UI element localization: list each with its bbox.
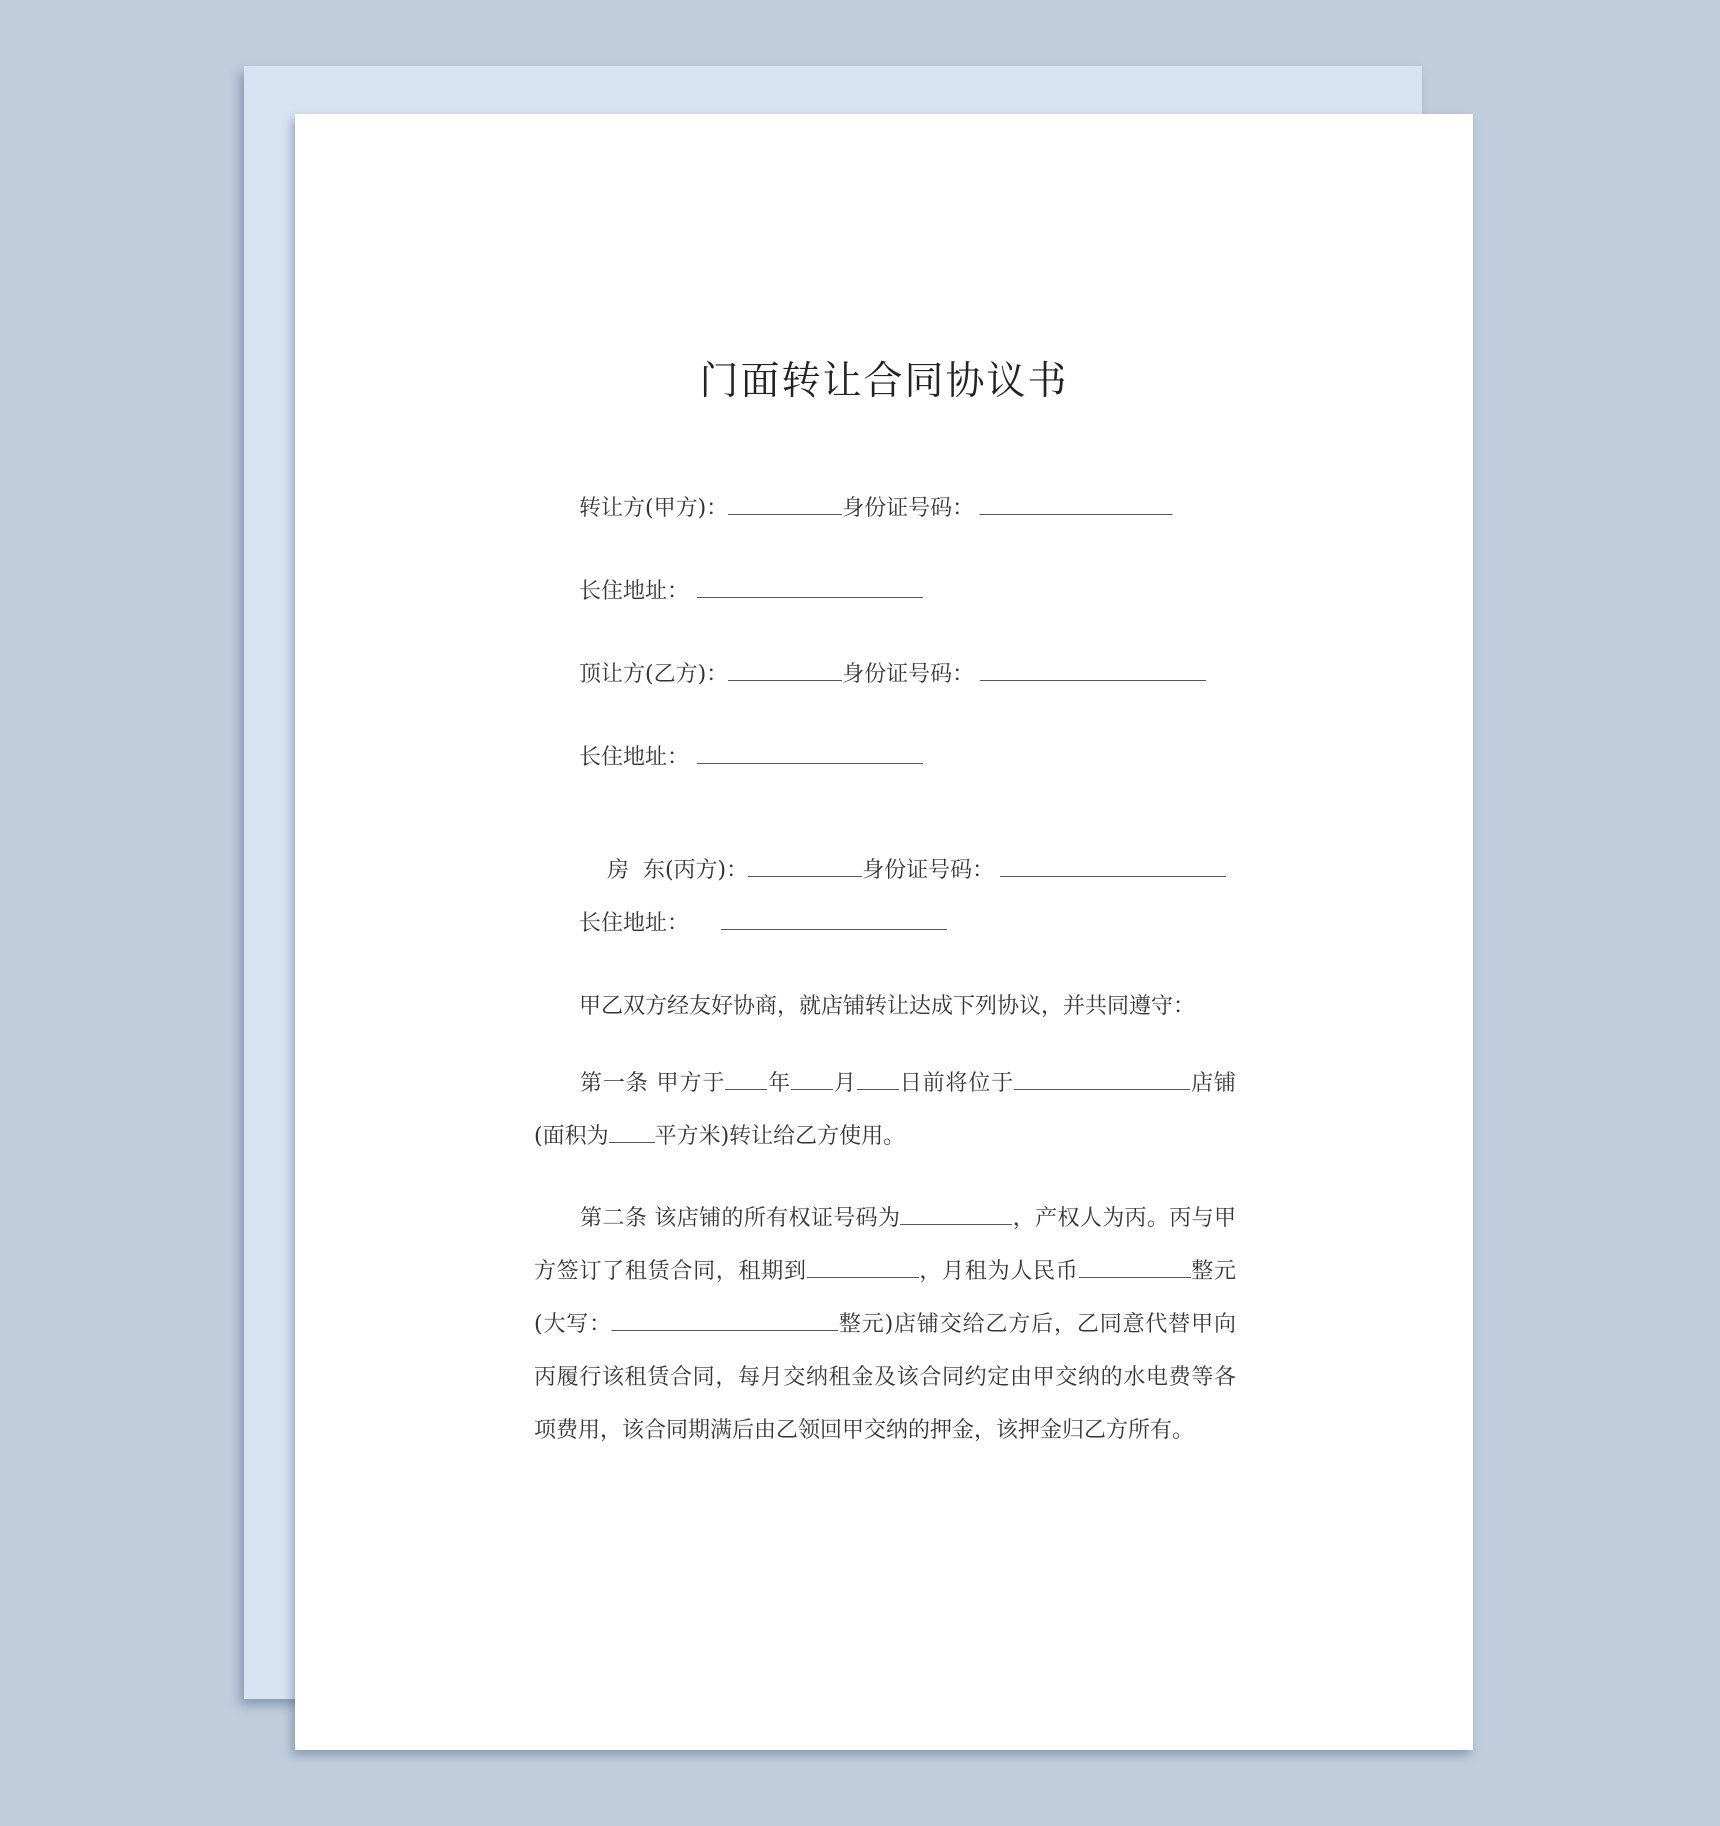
article-2-rent-words-blank[interactable]	[612, 1312, 838, 1331]
party-b-label: 顶让方(乙方)：	[579, 662, 729, 687]
article-1-text-1: 第一条 甲方于	[580, 1071, 726, 1096]
article-2	[534, 1192, 1236, 1457]
party-a-address-label: 长住地址：	[579, 579, 690, 604]
document-page	[295, 114, 1473, 1750]
party-c-name-blank[interactable]	[748, 856, 862, 877]
article-1-day-blank[interactable]	[857, 1071, 899, 1090]
article-1-text-6: 平方米)转让给乙方使用。	[654, 1124, 906, 1149]
party-a-line	[579, 494, 1172, 524]
document-title: 门面转让合同协议书	[699, 359, 1069, 404]
party-c-address-line	[579, 909, 947, 939]
party-c-line	[579, 826, 1226, 916]
party-a-label: 转让方(甲方)：	[579, 496, 729, 521]
party-b-address-line	[579, 743, 923, 773]
party-b-address-blank[interactable]	[697, 743, 923, 764]
article-2-text-3: ，月租为人民币	[918, 1259, 1079, 1284]
party-c-id-label: 身份证号码：	[862, 858, 995, 883]
party-b-line	[579, 660, 1206, 690]
article-1-location-blank[interactable]	[1014, 1071, 1190, 1090]
article-2-text-5: 整元)店铺交给乙方后，乙同意代替甲向丙履行该租赁合同，每月交纳租金及该合同约定由甲交纳的水电费等各项费用，该合同期满后由乙领回甲交纳的押金，该押金归乙方所有。	[534, 1312, 1236, 1443]
party-a-address-blank[interactable]	[697, 577, 923, 598]
party-b-id-label: 身份证号码：	[842, 662, 975, 687]
party-a-name-blank[interactable]	[728, 494, 842, 515]
intro-paragraph: 甲乙双方经友好协商，就店铺转让达成下列协议，并共同遵守：	[579, 994, 1196, 1019]
party-c-address-label: 长住地址：	[579, 911, 690, 936]
article-1-text-5: 店铺(面积为	[534, 1071, 1236, 1149]
article-1-text-4: 日前将位于	[898, 1071, 1015, 1096]
party-c-address-blank[interactable]	[721, 909, 947, 930]
article-1-year-blank[interactable]	[725, 1071, 767, 1090]
party-b-address-label: 长住地址：	[579, 745, 690, 770]
party-c-id-blank[interactable]	[1000, 856, 1226, 877]
article-1-text-3: 月	[833, 1071, 857, 1096]
article-2-text-2: ，产权人为丙。丙与甲方签订了租赁合同，租期到	[534, 1206, 1236, 1284]
article-1-text-2: 年	[767, 1071, 792, 1096]
party-a-id-blank[interactable]	[980, 494, 1172, 515]
article-2-cert-blank[interactable]	[900, 1206, 1012, 1225]
article-2-rent-blank[interactable]	[1079, 1259, 1191, 1278]
article-2-term-blank[interactable]	[807, 1259, 919, 1278]
article-1	[534, 1057, 1236, 1163]
party-c-label: 房 东(丙方)：	[606, 858, 749, 883]
article-1-area-blank[interactable]	[609, 1124, 655, 1143]
party-a-id-label: 身份证号码：	[842, 496, 975, 521]
article-2-text-1: 第二条 该店铺的所有权证号码为	[580, 1206, 901, 1231]
party-b-name-blank[interactable]	[728, 660, 842, 681]
article-2-text-4: 整元(大写：	[534, 1259, 1236, 1337]
party-a-address-line	[579, 577, 923, 607]
party-b-id-blank[interactable]	[980, 660, 1206, 681]
article-1-month-blank[interactable]	[791, 1071, 833, 1090]
